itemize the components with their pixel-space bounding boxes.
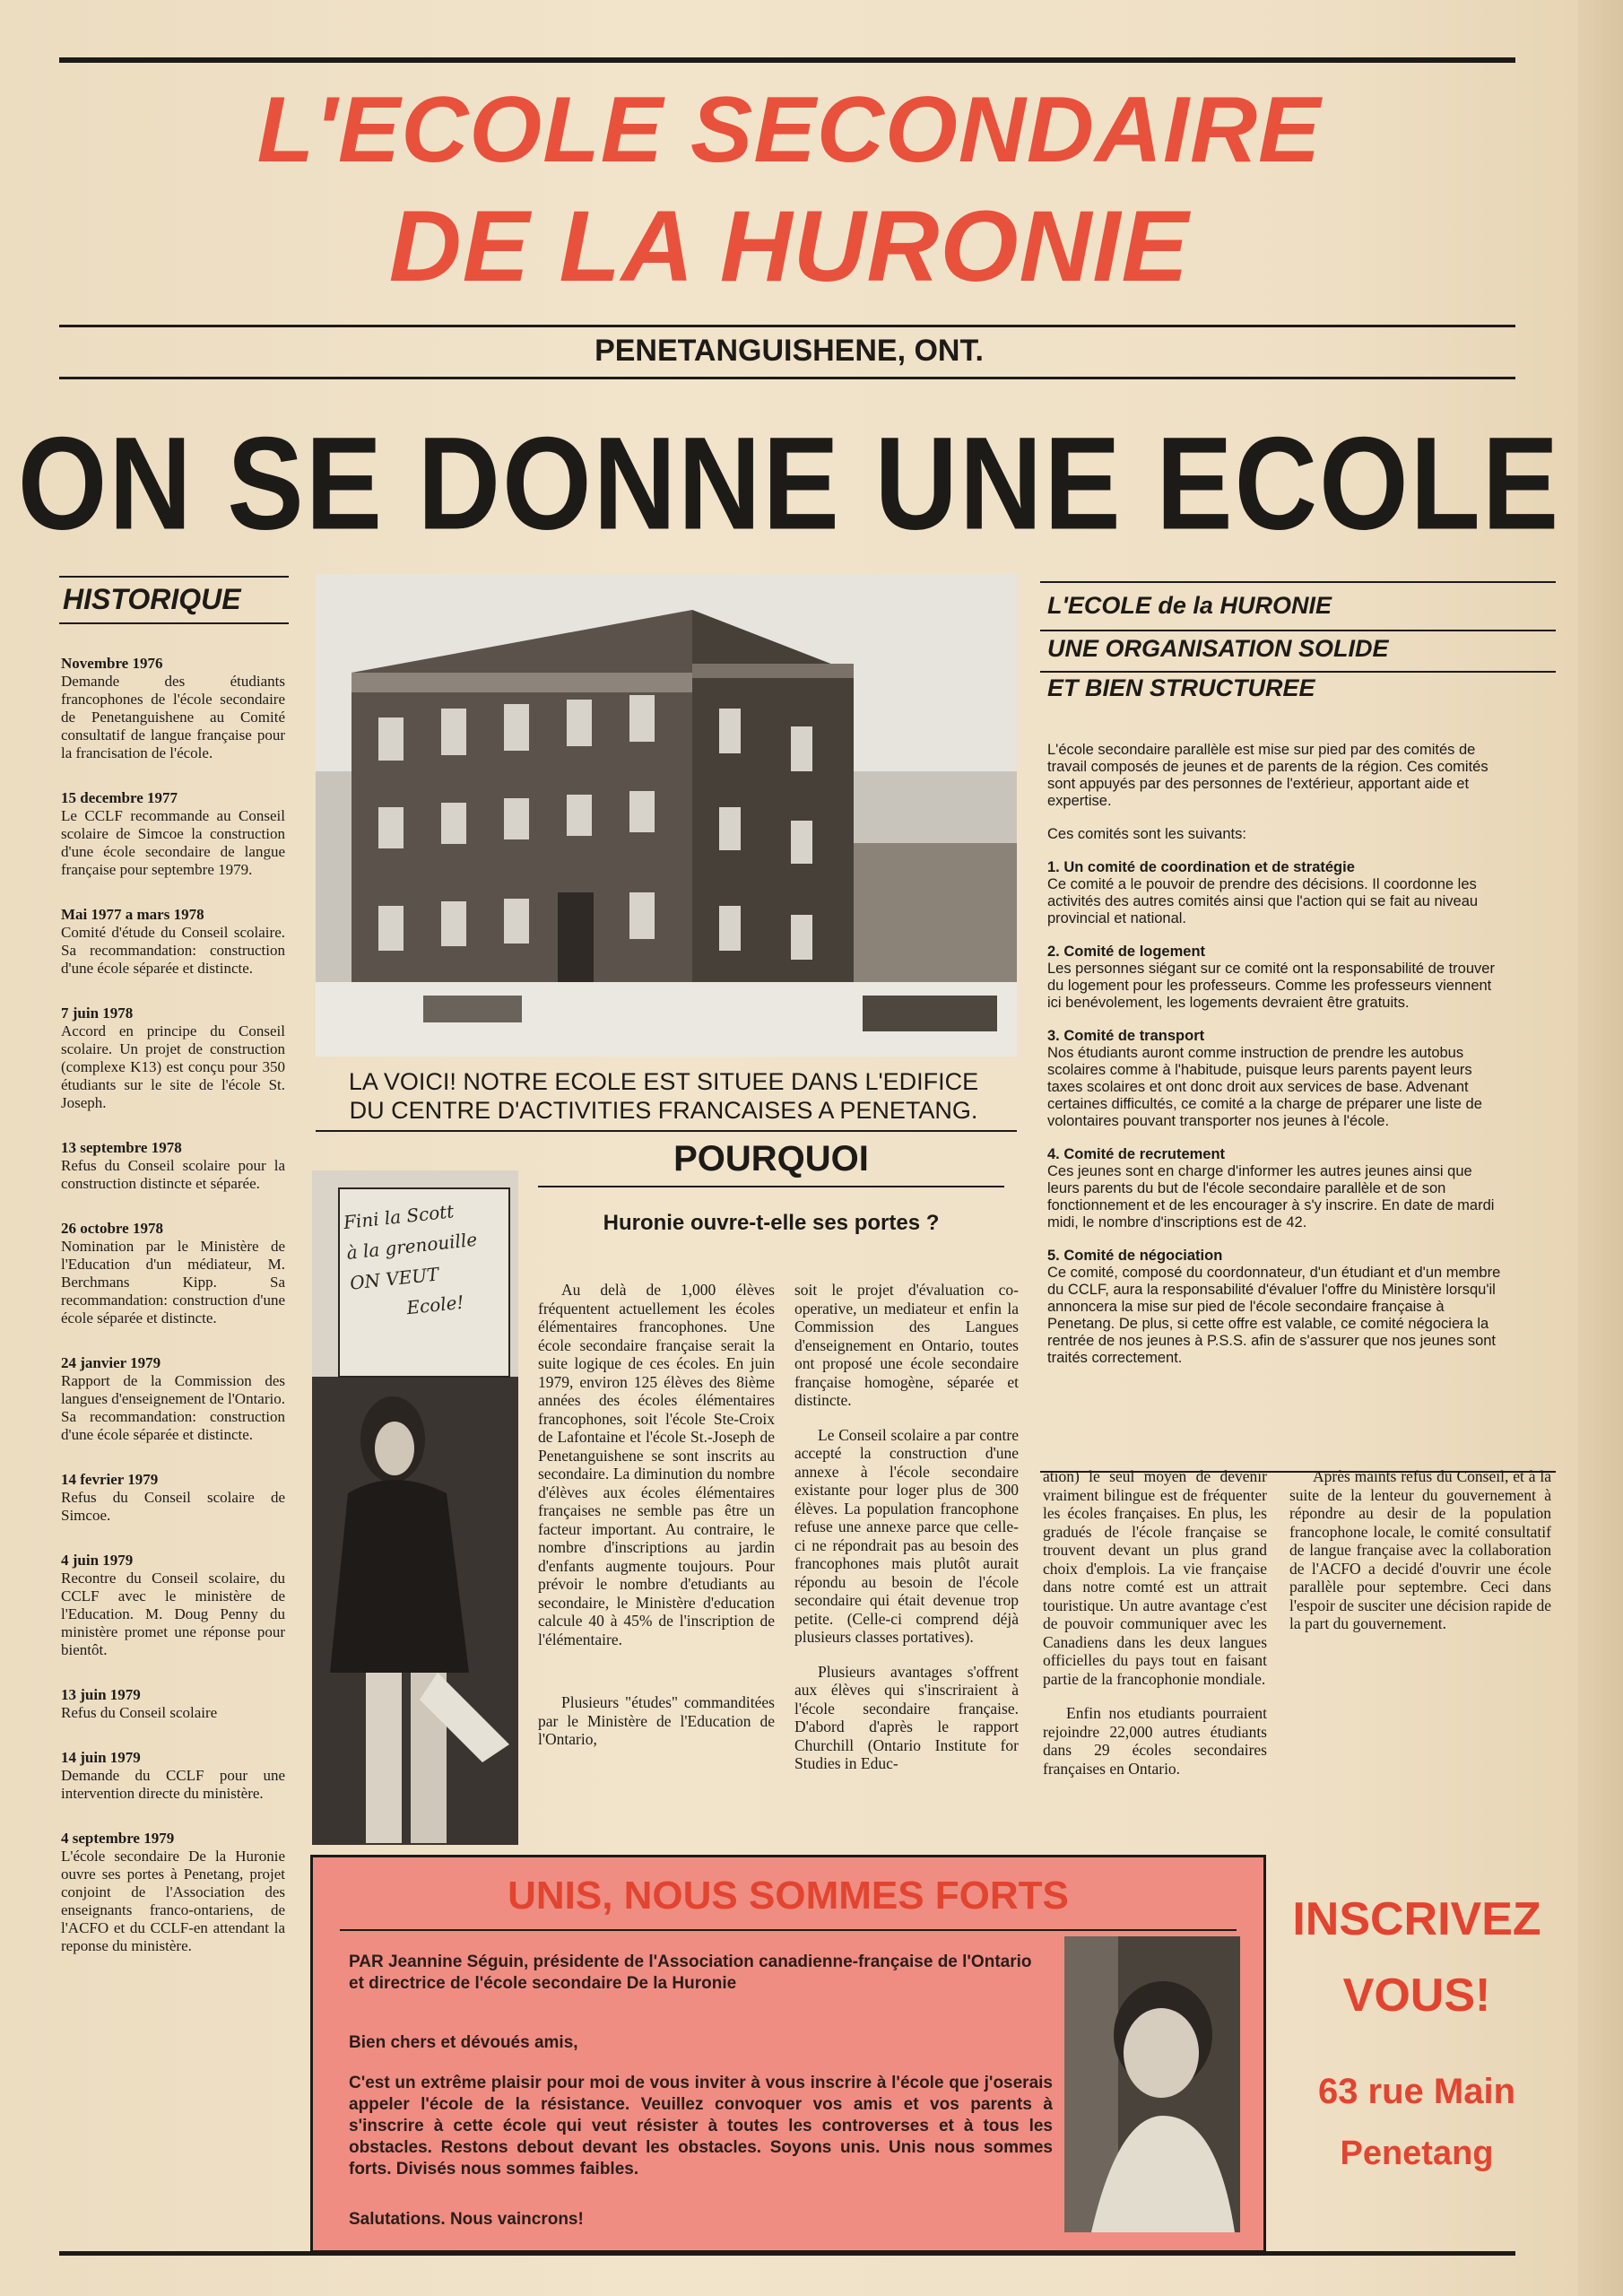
timeline-text: Rapport de la Commission des langues d'enseignement de l'Ontario. Sa recommandation: construction d'une école séparée et distincte. — [61, 1372, 285, 1443]
timeline-entry — [61, 1354, 285, 1444]
organisation-title-1: L'ECOLE de la HURONIE — [1047, 592, 1332, 619]
timeline-text: Demande des étudiants francophones de l'école secondaire de Penetanguishene au Comité consultatif de langue française pour la francisation de l'école. — [61, 673, 285, 761]
timeline-entry — [61, 1749, 285, 1803]
timeline-text: Comité d'étude du Conseil scolaire. Sa recommandation: construction d'une école séparée et distincte. — [61, 924, 285, 977]
timeline-date: Novembre 1976 — [61, 655, 163, 672]
committee-heading: 3. Comité de transport — [1047, 1028, 1205, 1044]
photo-caption-line-1: LA VOICI! NOTRE ECOLE EST SITUEE DANS L'EDIFICE — [348, 1068, 979, 1095]
unis-closing: Salutations. Nous vaincrons! — [349, 2210, 584, 2229]
main-headline: ON SE DONNE UNE ECOLE — [17, 410, 1561, 558]
unis-byline: PAR Jeannine Séguin, présidente de l'Association canadienne-française de l'Ontario et directrice de l'école secondaire De la Huronie — [349, 1952, 1032, 1993]
unis-box — [310, 1855, 1266, 2253]
article-paragraph: Après maints refus du Conseil, et à la suite de la lenteur du gouvernement à répondre au desir de la population francophone locale, le comité consultatif de langue française avec la collaboration de l'ACFO a decidé d'ouvrir une école parallèle pour septembre. Ceci dans l'espoir de susciter une décision rapide de la part du gouvernement. — [1289, 1467, 1551, 1632]
timeline-entry — [61, 906, 285, 978]
school-building-photo — [316, 574, 1017, 1057]
timeline-text: Recontre du Conseil scolaire, du CCLF avec le ministère de l'Education. M. Doug Penny du ministère promet une réponse pour bientôt. — [61, 1570, 285, 1658]
inscrivez-town: Penetang — [1340, 2135, 1494, 2172]
committee-text: Nos étudiants auront comme instruction de prendre les autobus scolaires comme à l'habitude, puisque leurs parents payent leurs taxes scolaires et ont donc droit aux services de base. Advenant certaines difficultés, ce comité a la charge de préparer une liste de volontaires pouvant transporter nos jeunes à l'école. — [1047, 1045, 1482, 1129]
unis-body: C'est un extrême plaisir pour moi de vous inviter à vous inscrire à l'école que j'oserais appeler l'école de la résistance. Veuillez convoquer vos amis et vos parents à s'inscrire à cette école qui veut résister à toutes les controverses et à tous les obstacles. Restons debout devant les obstacles. Soyons unis. Unis nous sommes forts. Divisés nous sommes faibles. — [349, 2074, 1053, 2179]
unis-title-rule — [340, 1929, 1237, 1931]
organisation-rule-1 — [1040, 581, 1556, 583]
building-illustration — [316, 574, 1017, 1057]
pourquoi-column-3 — [1043, 1467, 1267, 1794]
organisation-rule-2 — [1040, 630, 1556, 631]
timeline-date: 4 juin 1979 — [61, 1552, 134, 1569]
bottom-rule — [59, 2251, 1515, 2256]
committee-heading: 2. Comité de logement — [1047, 944, 1206, 960]
timeline-entry — [61, 655, 285, 762]
page-fold-edge — [1578, 0, 1623, 2296]
article-paragraph: Plusieurs avantages s'offrent aux élèves qui s'inscriraient à l'école secondaire française. D'abord d'après le rapport Churchill (Ontario Institute for Studies in Educ- — [794, 1662, 1019, 1772]
timeline-entry — [61, 1004, 285, 1112]
organisation-title-2: UNE ORGANISATION SOLIDE — [1047, 635, 1389, 662]
protest-sign-text — [342, 1191, 506, 1328]
author-portrait — [1064, 1936, 1240, 2232]
timeline-entry — [61, 1220, 285, 1327]
article-paragraph: ation) le seul moyen de devenir vraiment bilingue est de fréquenter les écoles françaises. En plus, les gradués de l'école française se trouvent devant un plus grand choix d'emplois. La vie française dans notre comté est un attrait touristique. Un autre avantage c'est de pouvoir communiquer avec les Canadiens dans les deux langues officielles du pays tout en faisant partie de la francophonie mondiale. — [1043, 1467, 1267, 1688]
timeline-text: Demande du CCLF pour une intervention directe du ministère. — [61, 1767, 285, 1802]
timeline-entry — [61, 1471, 285, 1525]
committee-heading: 1. Un comité de coordination et de stratégie — [1047, 859, 1355, 875]
committee-text: Ce comité, composé du coordonnateur, d'un étudiant et d'un membre du CCLF, aura la responsabilité d'évaluer l'offre du Ministère lorsqu'il annoncera la mise sur pied de l'école secondaire française à Penetang. De plus, si cette offre est valable, ce comité négociera la rentrée de nos jeunes à P.S.S. afin de s'assurer que nos jeunes sont traités correctement. — [1047, 1265, 1501, 1366]
unis-greeting: Bien chers et dévoués amis, — [349, 2033, 578, 2052]
organisation-rule-3 — [1040, 671, 1556, 673]
masthead-rule — [59, 325, 1515, 327]
article-paragraph: Enfin nos etudiants pourraient rejoindre 22,000 autres étudiants dans 29 écoles secondaires françaises en Ontario. — [1043, 1704, 1267, 1778]
timeline-date: 7 juin 1978 — [61, 1004, 134, 1022]
timeline-date: 26 octobre 1978 — [61, 1220, 163, 1237]
timeline-text: Nomination par le Ministère de l'Education d'un médiateur, M. Berchmans Kipp. Sa recommandation: construction d'une école séparée et distincte. — [61, 1238, 285, 1326]
masthead-line-1: L'ECOLE SECONDAIRE — [256, 78, 1322, 182]
timeline-text: L'école secondaire De la Huronie ouvre ses portes à Penetang, projet conjoint de l'Association des enseignants franco-ontariens, de l'ACFO et du CCLF-en attendant la reponse du ministère. — [61, 1848, 285, 1954]
pourquoi-title: POURQUOI — [673, 1139, 869, 1178]
committee-item — [1047, 1248, 1503, 1367]
pourquoi-rule — [538, 1186, 1004, 1187]
timeline-text: Refus du Conseil scolaire pour la construction distincte et séparée. — [61, 1157, 285, 1192]
organisation-lead: Ces comités sont les suivants: — [1047, 826, 1246, 842]
pourquoi-column-1 — [538, 1281, 775, 1765]
committee-item — [1047, 1146, 1503, 1231]
pourquoi-column-2 — [794, 1281, 1019, 1789]
timeline-entry — [61, 1830, 285, 1955]
committee-heading: 4. Comité de recrutement — [1047, 1146, 1226, 1162]
sign-line-3: ON VEUT — [348, 1263, 440, 1294]
timeline-text: Refus du Conseil scolaire — [61, 1704, 218, 1721]
timeline-date: 13 juin 1979 — [61, 1686, 141, 1703]
organisation-body — [1047, 742, 1503, 1383]
timeline-date: 4 septembre 1979 — [61, 1830, 175, 1847]
inscrivez-address: 63 rue Main — [1317, 2072, 1516, 2111]
protest-photo — [312, 1170, 518, 1845]
pourquoi-column-4 — [1289, 1467, 1551, 1649]
timeline-text: Le CCLF recommande au Conseil scolaire de Simcoe la construction d'une école secondaire de langue française pour septembre 1979. — [61, 807, 285, 878]
committee-item — [1047, 944, 1503, 1012]
article-paragraph: Plusieurs "études" commanditées par le Ministère de l'Education de l'Ontario, — [538, 1693, 775, 1748]
organisation-title-3: ET BIEN STRUCTUREE — [1047, 674, 1315, 701]
dateline-rule — [59, 377, 1515, 379]
pourquoi-subtitle: Huronie ouvre-t-elle ses portes ? — [603, 1211, 940, 1235]
portrait-illustration — [1064, 1936, 1240, 2232]
sign-line-1: Fini la Scott — [342, 1200, 456, 1234]
committee-heading: 5. Comité de négociation — [1047, 1248, 1223, 1264]
inscrivez-line-1: INSCRIVEZ — [1292, 1893, 1541, 1945]
top-rule — [59, 57, 1515, 63]
timeline-date: 14 fevrier 1979 — [61, 1471, 159, 1488]
timeline-entry — [61, 1139, 285, 1193]
timeline-date: 24 janvier 1979 — [61, 1354, 161, 1371]
organisation-intro: L'école secondaire parallèle est mise sur pied par des comités de travail composés de jeunes et de parents de la région. Ces comités sont appuyés par des personnes de l'extérieur, apportant aide et expertise. — [1047, 742, 1488, 809]
timeline-text: Accord en principe du Conseil scolaire. Un projet de construction (complexe K13) est conçu pour 350 étudiants sur le site de l'école St. Joseph. — [61, 1022, 285, 1111]
dateline-place: PENETANGUISHENE, ONT. — [595, 334, 984, 368]
unis-title: UNIS, NOUS SOMMES FORTS — [508, 1874, 1069, 1918]
committee-text: Les personnes siégant sur ce comité ont la responsabilité de trouver du logement pour les professeurs. Comme les professeurs viennent ici benévolement, les logements devraient être gratuits. — [1047, 961, 1495, 1011]
timeline-date: Mai 1977 a mars 1978 — [61, 906, 204, 923]
historique-rule-top — [59, 576, 289, 578]
timeline-date: 13 septembre 1978 — [61, 1139, 182, 1156]
article-paragraph: Au delà de 1,000 élèves fréquentent actuellement les écoles élémentaires francophones. Une école secondaire française serait la suite logique de ces écoles. En juin 1979, environ 125 élèves des 8ième années des écoles élémentaires francophones, soit l'école Ste-Croix de Lafontaine et l'école St.-Joseph de Penetanguishene se sont inscrits au secondaire. La diminution du nombre d'élèves aux écoles élémentaires françaises ne semble pas être un facteur important. Au contraire, le nombre d'inscriptions au jardin d'enfants augmente toujours. Pour prévoir le nombre d'etudiants au secondaire, le Ministère d'education calcule 40 à 45% de l'inscription de l'élémentaire. — [538, 1281, 775, 1648]
timeline-text: Refus du Conseil scolaire de Simcoe. — [61, 1489, 285, 1524]
masthead-line-2: DE LA HURONIE — [388, 190, 1190, 302]
committee-item — [1047, 859, 1503, 927]
timeline-date: 14 juin 1979 — [61, 1749, 141, 1766]
historique-timeline — [61, 655, 285, 1982]
sign-line-4: Ecole! — [405, 1291, 465, 1319]
historique-title: HISTORIQUE — [63, 583, 241, 615]
sign-line-2: à la grenouille — [345, 1228, 479, 1264]
photo-caption — [318, 1067, 1009, 1125]
historique-rule-bottom — [59, 622, 289, 624]
committee-text: Ce comité a le pouvoir de prendre des décisions. Il coordonne les activités des autres comités ainsi que l'action qui se fait au niveau provincial et national. — [1047, 876, 1479, 926]
timeline-date: 15 decembre 1977 — [61, 789, 178, 806]
timeline-entry — [61, 1552, 285, 1659]
committee-item — [1047, 1028, 1503, 1130]
timeline-entry — [61, 789, 285, 879]
inscrivez-line-2: VOUS! — [1342, 1970, 1491, 2022]
photo-caption-line-2: DU CENTRE D'ACTIVITIES FRANCAISES A PENETANG. — [349, 1097, 978, 1124]
committee-text: Ces jeunes sont en charge d'informer les autres jeunes ainsi que leurs parents du but de l'école secondaire parallèle et de son fonctionnement et de les encourager à s'y inscrire. En date de mardi midi, le nombre d'inscriptions est de 42. — [1047, 1163, 1495, 1231]
article-paragraph: soit le projet d'évaluation co-operative, un mediateur et enfin la Commission des Langues d'enseignement en Ontario, toutes ont proposé une école secondaire française homogène, séparée et distincte. — [794, 1281, 1019, 1409]
caption-rule — [316, 1130, 1017, 1132]
timeline-entry — [61, 1686, 285, 1722]
article-paragraph: Le Conseil scolaire a par contre accepté la construction d'une annexe à l'école secondaire existante pour loger plus de 300 élèves. La population francophone refuse une annexe parce que celle-ci ne répondrait pas au besoin des francophones mais plutôt aurait répondu au besoin de l'école secondaire qui était devenue trop petite. (Celle-ci comprend déjà plusieurs classes portatives). — [794, 1425, 1019, 1646]
